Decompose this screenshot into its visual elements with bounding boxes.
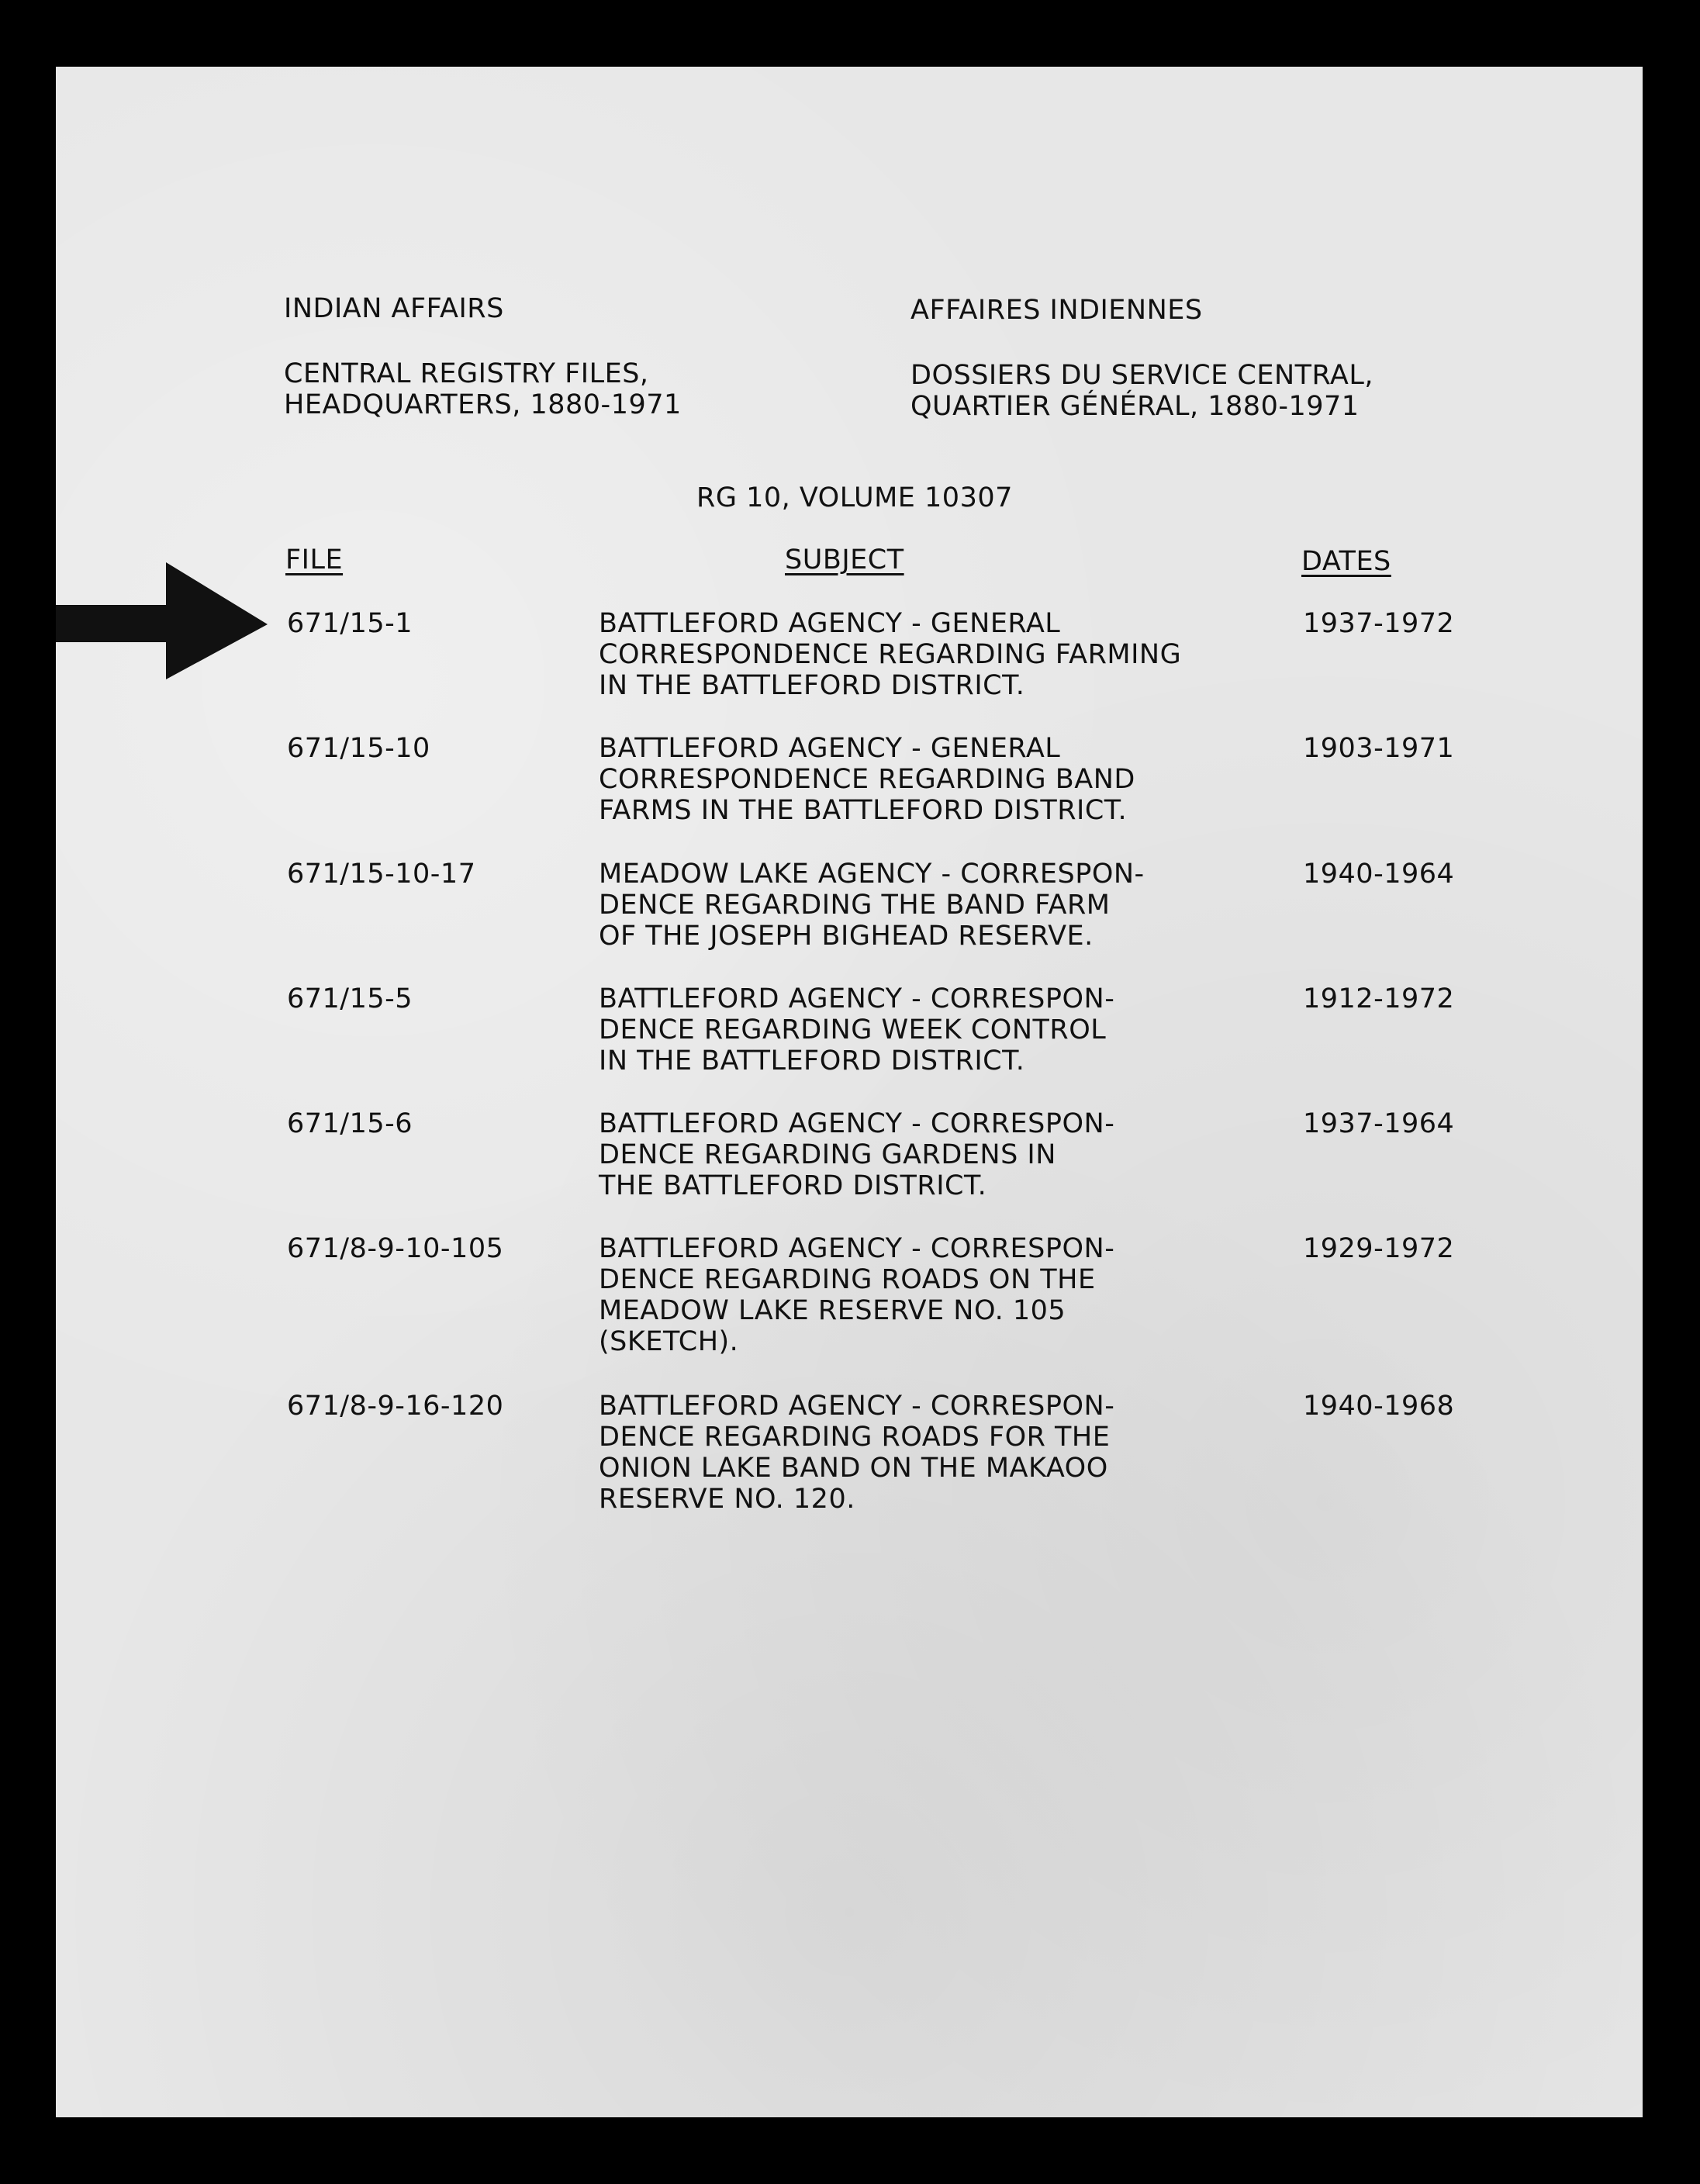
subject-line: DENCE REGARDING ROADS ON THE <box>599 1264 1096 1295</box>
header-right-line3: QUARTIER GÉNÉRAL, 1880-1971 <box>910 391 1360 422</box>
subject-line: BATTLEFORD AGENCY - CORRESPON- <box>599 1233 1115 1264</box>
header-right-line2: DOSSIERS DU SERVICE CENTRAL, <box>910 360 1373 391</box>
subject-text <box>599 733 1135 826</box>
date-range: 1912-1972 <box>1303 983 1455 1014</box>
date-range: 1940-1968 <box>1303 1391 1455 1422</box>
subject-line: CORRESPONDENCE REGARDING BAND <box>599 764 1135 795</box>
subject-line: BATTLEFORD AGENCY - GENERAL <box>599 608 1061 639</box>
subject-text <box>599 1391 1114 1515</box>
subject-line: THE BATTLEFORD DISTRICT. <box>599 1170 987 1201</box>
subject-text <box>599 859 1145 952</box>
volume-title: RG 10, VOLUME 10307 <box>696 482 1013 513</box>
subject-line: IN THE BATTLEFORD DISTRICT. <box>599 670 1025 701</box>
subject-line: DENCE REGARDING GARDENS IN <box>599 1139 1056 1170</box>
subject-line: BATTLEFORD AGENCY - CORRESPON- <box>599 1108 1115 1139</box>
file-number: 671/8-9-10-105 <box>287 1233 504 1264</box>
subject-text <box>599 1108 1114 1201</box>
file-number: 671/15-1 <box>287 608 413 639</box>
subject-line: MEADOW LAKE RESERVE NO. 105 <box>599 1295 1066 1326</box>
file-number: 671/15-10-17 <box>287 859 476 890</box>
subject-text <box>599 1233 1114 1357</box>
subject-line: RESERVE NO. 120. <box>599 1484 855 1515</box>
subject-line: BATTLEFORD AGENCY - CORRESPON- <box>599 983 1115 1014</box>
subject-line: DENCE REGARDING THE BAND FARM <box>599 890 1111 921</box>
header-left-title: INDIAN AFFAIRS <box>284 293 504 324</box>
subject-line: CORRESPONDENCE REGARDING FARMING <box>599 639 1182 670</box>
subject-line: BATTLEFORD AGENCY - GENERAL <box>599 733 1061 764</box>
date-range: 1903-1971 <box>1303 733 1455 764</box>
subject-line: BATTLEFORD AGENCY - CORRESPON- <box>599 1391 1115 1422</box>
subject-line: FARMS IN THE BATTLEFORD DISTRICT. <box>599 795 1128 826</box>
date-range: 1937-1972 <box>1303 608 1455 639</box>
date-range: 1937-1964 <box>1303 1108 1455 1139</box>
subject-line: OF THE JOSEPH BIGHEAD RESERVE. <box>599 921 1094 952</box>
subject-line: DENCE REGARDING WEEK CONTROL <box>599 1014 1107 1045</box>
column-header-dates: DATES <box>1301 546 1391 577</box>
header-left-line3: HEADQUARTERS, 1880-1971 <box>284 389 682 420</box>
subject-line: ONION LAKE BAND ON THE MAKAOO <box>599 1453 1108 1484</box>
subject-line: MEADOW LAKE AGENCY - CORRESPON- <box>599 859 1145 890</box>
file-number: 671/15-10 <box>287 733 430 764</box>
header-left-line2: CENTRAL REGISTRY FILES, <box>284 358 649 389</box>
subject-line: IN THE BATTLEFORD DISTRICT. <box>599 1045 1025 1076</box>
column-header-subject: SUBJECT <box>785 544 904 575</box>
subject-text <box>599 983 1114 1076</box>
date-range: 1929-1972 <box>1303 1233 1455 1264</box>
column-header-file: FILE <box>285 544 344 575</box>
file-number: 671/15-5 <box>287 983 413 1014</box>
file-number: 671/8-9-16-120 <box>287 1391 504 1422</box>
subject-line: DENCE REGARDING ROADS FOR THE <box>599 1422 1111 1453</box>
file-number: 671/15-6 <box>287 1108 413 1139</box>
header-right-title: AFFAIRES INDIENNES <box>910 295 1203 326</box>
date-range: 1940-1964 <box>1303 859 1455 890</box>
subject-line: (SKETCH). <box>599 1326 739 1357</box>
subject-text <box>599 608 1181 701</box>
